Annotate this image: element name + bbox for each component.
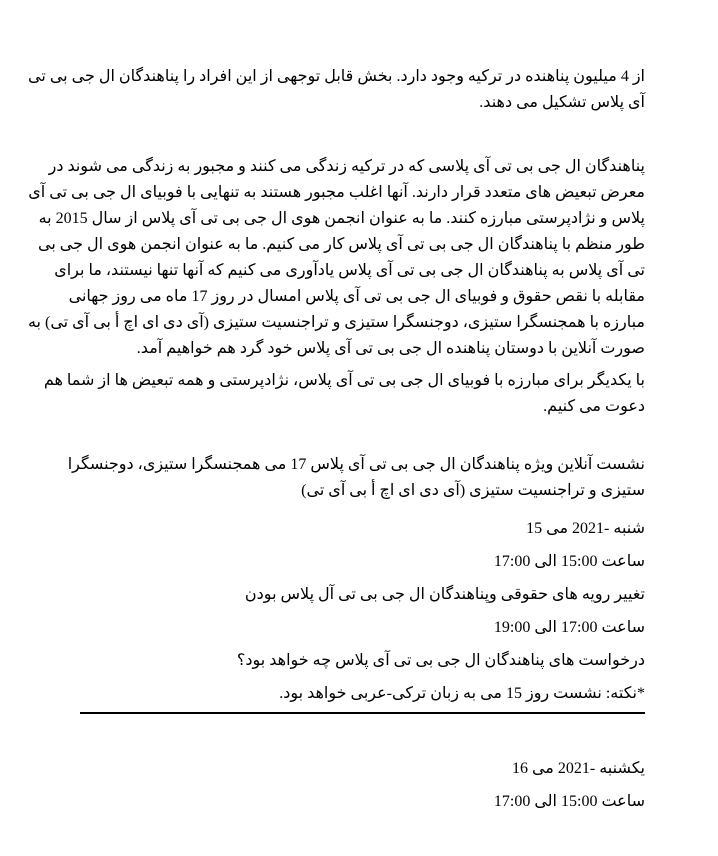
day1-session2-time: ساعت 17:00 الی 19:00 <box>493 619 645 636</box>
about-association-paragraph: پناهندگان ال جی بی تی آی پلاسی که در ترکیه زندگی می کنند و مجبور به زندگی می شوند در معرض تبعیض های متعدد قرار دارند. آنها اغلب مجبور هستند به تنهایی با فوبیای ال جی بی تی آی پلاس و نژادپرستی مبارزه کنند. ما به عنوان انجمن هوی ال جی بی تی آی پلاس از سال 2015 به طور منظم با پناهندگان ال جی بی تی آی پلاس کار می کنیم. ما به عنوان انجمن هوی ال جی بی تی آی پلاس به پناهندگان ال جی بی تی آی پلاس یادآوری می کنیم که آنها تنها نیستند، ما برای مقابله با نقص حقوق و فوبیای ال جی بی تی آی پلاس امسال در روز 17 ماه می روز جهانی مبارزه با همجنسگرا ستیزی، دوجنسگرا ستیزی و تراجنسیت ستیزی (آی دی ای اچ أ بی آی تی) به صورت آنلاین با دوستان پناهنده ال جی بی تی آی پلاس خود گرد هم خواهیم آمد. <box>27 158 645 357</box>
section-divider <box>80 712 645 714</box>
day1-session1-topic: تغییر رویه های حقوقی وپناهندگان ال جی بی تی آل پلاس بودن <box>244 586 645 603</box>
day1-date: شنبه -2021 می 15 <box>526 520 645 537</box>
intro-paragraph: از 4 میلیون پناهنده در ترکیه وجود دارد. بخش قابل توجهی از این افراد را پناهندگان ال جی بی تی آی پلاس تشکیل می دهند. <box>28 68 645 111</box>
day1-session2-topic: درخواست های پناهندگان ال جی بی تی آی پلاس چه خواهد بود؟ <box>236 652 645 669</box>
day2-session-time: ساعت 15:00 الی 17:00 <box>493 793 645 810</box>
day1-session1-time: ساعت 15:00 الی 17:00 <box>493 553 645 570</box>
day1-language-note: *نکته: نشست روز 15 می به زبان ترکی-عربی خواهد بود. <box>279 685 645 702</box>
event-title: نشست آنلاین ویژه پناهندگان ال جی بی تی آی پلاس 17 می همجنسگرا ستیزی، دوجنسگرا ستیزی و تراجنسیت ستیزی (آی دی ای اچ أ بی آی تی) <box>67 456 645 499</box>
invitation-paragraph: با یکدیگر برای مبارزه با فوبیای ال جی بی تی آی پلاس، نژادپرستی و همه تبعیض ها از شما هم دعوت می کنیم. <box>43 372 645 415</box>
day2-date: یکشنبه -2021 می 16 <box>511 760 645 777</box>
